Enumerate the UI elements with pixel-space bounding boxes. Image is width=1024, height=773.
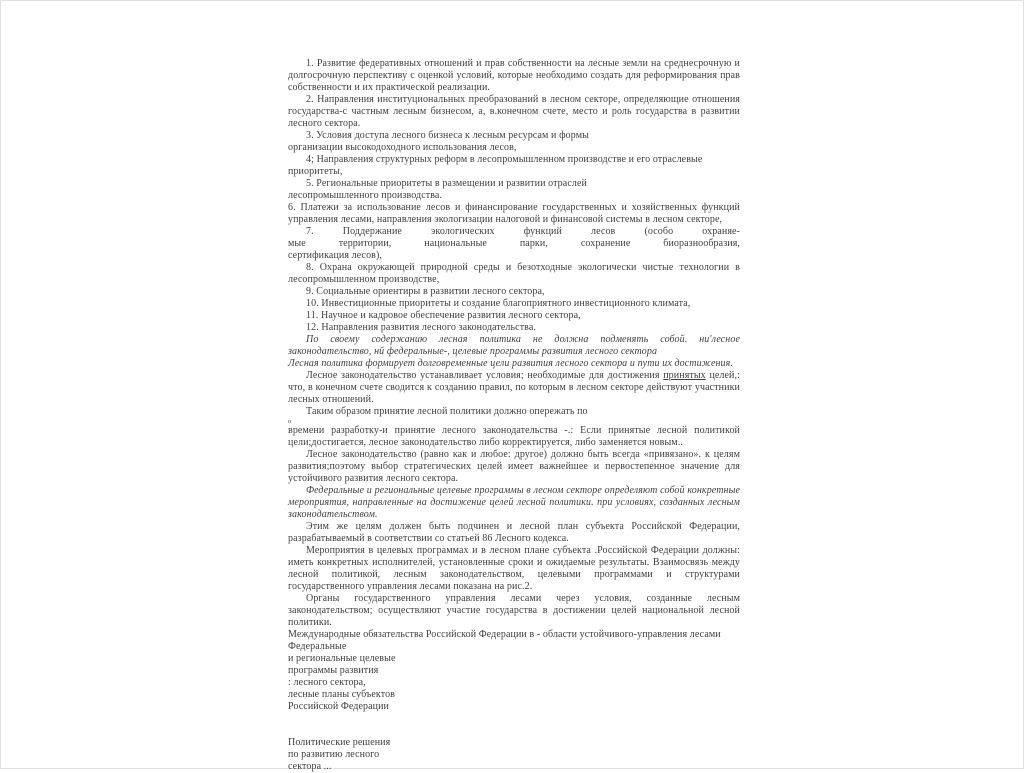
paragraph-20: Таким образом принятие лесной политики должно опережать по <box>306 406 588 417</box>
paragraph-32: программы развития <box>288 665 379 676</box>
paragraph-19: Лесное законодательство устанавливает условия; необходимые для достижения принятых целей,: что, в конечном счете сводится к созданию правил, по которым в лесном секторе действуют участники лесных отношений. <box>288 370 740 405</box>
paragraph-24: Лесное законодательство (равно как и любое: другое) должно быть всегда «привязано». к целям развития;поэтому выбор стратегических целей имеет важнейшее и первостепенное значение для устойчивого развития лесного сектора. <box>288 449 740 484</box>
paragraph-8: 6. Платежи за использование лесов и финансирование государственных и хозяйственных функций управления лесами, направления экологизации налоговой и финансовой системы в лесном секторе, <box>288 202 740 225</box>
underlined-text: принятых <box>663 370 706 381</box>
paragraph-15: 11. Научное и кадровое обеспечение развития лесного сектора, <box>306 310 581 321</box>
paragraph-30: Федеральные <box>288 641 347 652</box>
paragraph-10: мые территории, национальные парки, сохранение биоразнообразия, <box>288 238 740 249</box>
paragraph-7: лесопромышленного производства. <box>288 190 443 201</box>
paragraph-11: сертификация лесов), <box>288 250 383 261</box>
paragraph-13: 9. Социальные ориентиры в развитии лесного сектора, <box>306 286 545 297</box>
paragraph-39: сектора ... <box>288 761 332 772</box>
paragraph-36 <box>288 713 740 737</box>
paragraph-37: Политические решения <box>288 737 391 748</box>
paragraph-5: 4; Направления структурных реформ в лесопромышленном производстве и его отраслевые приоритеты, <box>288 154 703 177</box>
paragraph-1: 1. Развитие федеративных отношений и прав собственности на лесные земли на среднесрочную и долгосрочную перспективу с оценкой условий, которые необходимо создать для реформирования прав собственности и их практической реализации. <box>288 58 740 93</box>
paragraph-17: По своему содержанию лесная политика не должна подменять собой. ни'лесное законодательство, нй федеральные-, целевые программы развития лесного сектора <box>288 334 740 357</box>
document-text-block <box>288 58 740 773</box>
paragraph-6: 5. Региональные приоритеты в размещении и развитии отраслей <box>306 178 587 189</box>
paragraph-22: времени разработку-и принятие лесного законодательства -.: Если принятые лесной политикой <box>288 425 740 436</box>
paragraph-12: 8. Охрана окружающей природной среды и безотходные экологически чистые технологии в лесопромышленном производстве, <box>288 262 740 285</box>
paragraph-2: 2. Направления институциональных преобразований в лесном секторе, определяющие отношения государства-с частным лесным бизнесом, а, в.конечном счете, место и роль государства в развитии лесного сектора. <box>288 94 740 129</box>
paragraph-3: 3. Условия доступа лесного бизнеса к лесным ресурсам и формы <box>306 130 589 141</box>
paragraph-38: по развитию лесного <box>288 749 380 760</box>
paragraph-26: Этим же целям должен быть подчинен и лесной план субъекта Российской Федерации, разрабатываемый в соответствии со статьей 86 Лесного кодекса. <box>288 521 740 544</box>
paragraph-16: 12. Направления развития лесного законодательства. <box>306 322 537 333</box>
paragraph-21: о <box>288 418 292 425</box>
paragraph-18: Лесная политика формирует долговременные цели развития лесного сектора и пути их достижения. <box>288 358 734 369</box>
paragraph-27: Мероприятия в целевых программах и в лесном плане субъекта .Российской Федерации должны: иметь конкретных исполнителей, установленные сроки и ожидаемые результаты. Взаимосвязь между лесной политикой, лесным законодательством, целевыми программами и структурами государственного управления лесами показана на рис.2. <box>288 545 740 592</box>
paragraph-33: : лесного сектора, <box>288 677 366 688</box>
paragraph-4: организации высокодоходного использования лесов, <box>288 142 517 153</box>
paragraph-31: и региональные целевые <box>288 653 396 664</box>
paragraph-28: Органы государственного управления лесами через условия, созданные лесным законодательством; осуществляют участие государства в достижении целей национальной лесной политики. <box>288 593 740 628</box>
paragraph-34: лесные планы субъектов <box>288 689 395 700</box>
paragraph-35: Российской Федерации <box>288 701 390 712</box>
paragraph-9: 7. Поддержание экологических функций лесов (особо охраняе- <box>306 226 740 237</box>
paragraph-25: Федеральные и региональные целевые программы в лесном секторе определяют собой конкретные мероприятия, направленные на достижение целей лесной политики. при условиях, созданных лесным законодательством. <box>288 485 740 520</box>
paragraph-14: 10. Инвестиционные приоритеты и создание благоприятного инвестиционного климата, <box>306 298 691 309</box>
paragraph-23: цели;достигается, лесное законодательство либо корректируется, либо заменяется новым.. <box>288 437 683 448</box>
paragraph-29: Международные обязательства Российской Федерации в - области устойчивого-управления лесами <box>288 629 721 640</box>
